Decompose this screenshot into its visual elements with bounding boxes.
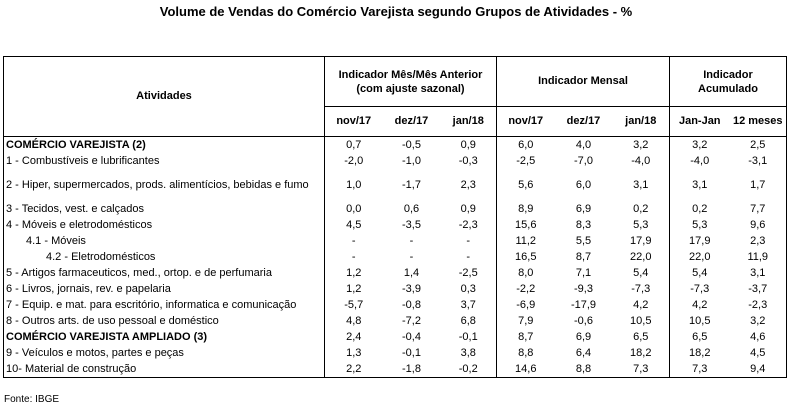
table-row xyxy=(4,329,787,345)
cell: 0,2 xyxy=(692,202,708,215)
cell: 0,3 xyxy=(441,281,497,297)
cell: 8,8 xyxy=(518,346,534,359)
cell: 5,3 xyxy=(692,218,708,231)
cell: 0,0 xyxy=(346,202,362,215)
cell: 4,8 xyxy=(346,314,362,327)
row-label: 8 - Outros arts. de uso pessoal e doméstico xyxy=(4,313,325,329)
cell: 2,5 xyxy=(730,137,787,154)
cell: -7,2 xyxy=(402,314,421,327)
row-label: 4.1 - Móveis xyxy=(4,233,325,249)
cell: 8,7 xyxy=(575,250,592,263)
cell: -2,5 xyxy=(441,265,497,281)
table-row xyxy=(4,217,787,233)
cell: 10,5 xyxy=(613,313,670,329)
col-header: nov/17 xyxy=(497,107,555,137)
cell: 3,2 xyxy=(613,137,670,154)
cell: 5,4 xyxy=(613,265,670,281)
table-row xyxy=(4,137,787,154)
cell: -6,9 xyxy=(516,298,536,311)
table-row xyxy=(4,249,787,265)
cell: 4,5 xyxy=(730,345,787,361)
cell: 0,6 xyxy=(403,202,420,215)
cell: 3,8 xyxy=(441,345,497,361)
cell: -2,2 xyxy=(516,282,536,295)
cell: 11,2 xyxy=(515,234,537,247)
row-label: 1 - Combustíveis e lubrificantes xyxy=(4,153,325,169)
cell: -1,8 xyxy=(383,361,441,378)
row-label: 5 - Artigos farmaceuticos, med., ortop. e de perfumaria xyxy=(4,265,325,281)
cell: 2,3 xyxy=(441,169,497,201)
cell: 3,1 xyxy=(613,169,670,201)
cell: -7,3 xyxy=(690,282,710,295)
row-label: 2 - Hiper, supermercados, prods. alimentícios, bebidas e fumo xyxy=(4,169,325,201)
cell: 4,2 xyxy=(613,297,670,313)
header-mes-mes-anterior: Indicador Mês/Mês Anterior (com ajuste sazonal) xyxy=(325,57,497,107)
cell: 1,0 xyxy=(346,178,362,191)
header-atividades: Atividades xyxy=(4,57,325,137)
row-label: 10- Material de construção xyxy=(4,361,325,378)
cell: 5,6 xyxy=(518,178,534,191)
cell: 7,3 xyxy=(613,361,670,378)
cell: 6,5 xyxy=(613,329,670,345)
cell: 6,8 xyxy=(441,313,497,329)
cell: 1,3 xyxy=(346,346,362,359)
table-row xyxy=(4,153,787,169)
col-header: nov/17 xyxy=(325,107,383,137)
row-label: 4.2 - Eletrodomésticos xyxy=(4,249,325,265)
cell: 0,7 xyxy=(325,137,383,154)
cell: 7,1 xyxy=(575,266,592,279)
cell: -7,3 xyxy=(613,281,670,297)
cell: -0,2 xyxy=(441,361,497,378)
cell: -0,8 xyxy=(402,298,421,311)
cell: 6,9 xyxy=(575,202,592,215)
cell: -0,1 xyxy=(441,329,497,345)
cell: 4,6 xyxy=(730,329,787,345)
cell: - xyxy=(409,250,414,263)
cell: 7,7 xyxy=(730,201,787,217)
cell: 3,2 xyxy=(670,137,730,154)
cell: 8,8 xyxy=(555,361,613,378)
cell: 7,9 xyxy=(518,314,534,327)
cell: 18,2 xyxy=(613,345,670,361)
cell: 16,5 xyxy=(515,250,537,263)
table-row xyxy=(4,345,787,361)
table-title: Volume de Vendas do Comércio Varejista segundo Grupos de Atividades - % xyxy=(159,4,633,19)
table-row xyxy=(4,169,787,201)
row-label: 7 - Equip. e mat. para escritório, informatica e comunicação xyxy=(4,297,325,313)
table-row xyxy=(4,233,787,249)
cell: -0,5 xyxy=(383,137,441,154)
cell: - xyxy=(441,233,497,249)
cell: 6,0 xyxy=(575,178,592,191)
cell: -2,5 xyxy=(516,154,536,167)
cell: 7,3 xyxy=(670,361,730,378)
cell: -3,7 xyxy=(730,281,787,297)
header-indicador-acumulado: Indicador Acumulado xyxy=(670,57,787,107)
cell: -1,0 xyxy=(402,154,421,167)
cell: 17,9 xyxy=(689,234,711,247)
cell: -3,1 xyxy=(730,153,787,169)
cell: 5,4 xyxy=(692,266,708,279)
cell: 8,9 xyxy=(518,202,534,215)
cell: 0,9 xyxy=(441,201,497,217)
table-row xyxy=(4,201,787,217)
cell: -5,7 xyxy=(344,298,364,311)
cell: 8,0 xyxy=(518,266,534,279)
header-indicador-mensal: Indicador Mensal xyxy=(497,57,670,107)
cell: -2,0 xyxy=(344,154,364,167)
cell: 17,9 xyxy=(613,233,670,249)
cell: -7,0 xyxy=(574,154,593,167)
cell: -3,5 xyxy=(402,218,421,231)
cell: 3,2 xyxy=(730,313,787,329)
table-row xyxy=(4,265,787,281)
cell: 9,6 xyxy=(730,217,787,233)
source-note: Fonte: IBGE xyxy=(4,394,60,405)
cell: 5,3 xyxy=(613,217,670,233)
cell: -0,3 xyxy=(441,153,497,169)
row-label: COMÉRCIO VAREJISTA AMPLIADO (3) xyxy=(4,329,325,345)
cell: - xyxy=(351,234,356,247)
cell: - xyxy=(351,250,356,263)
cell: -4,0 xyxy=(690,154,710,167)
cell: 18,2 xyxy=(689,346,711,359)
cell: 5,5 xyxy=(575,234,592,247)
cell: -9,3 xyxy=(574,282,593,295)
cell: 14,6 xyxy=(497,361,555,378)
cell: - xyxy=(441,249,497,265)
cell: -0,4 xyxy=(402,330,421,343)
cell: 3,1 xyxy=(692,178,708,191)
cell: 6,5 xyxy=(692,330,708,343)
col-header: dez/17 xyxy=(555,107,613,137)
cell: 8,7 xyxy=(518,330,534,343)
cell: 22,0 xyxy=(613,249,670,265)
cell: 2,2 xyxy=(325,361,383,378)
cell: 0,2 xyxy=(613,201,670,217)
cell: 2,4 xyxy=(346,330,362,343)
col-header: Jan-Jan xyxy=(670,107,730,137)
cell: 1,4 xyxy=(403,266,420,279)
col-header: jan/18 xyxy=(441,107,497,137)
cell: 6,4 xyxy=(575,346,592,359)
cell: -3,9 xyxy=(402,282,421,295)
cell: 8,3 xyxy=(575,218,592,231)
cell: 22,0 xyxy=(689,250,711,263)
cell: 1,7 xyxy=(730,169,787,201)
cell: 6,0 xyxy=(497,137,555,154)
cell: 0,9 xyxy=(441,137,497,154)
col-header: dez/17 xyxy=(383,107,441,137)
cell: 4,0 xyxy=(555,137,613,154)
row-label: 3 - Tecidos, vest. e calçados xyxy=(4,201,325,217)
cell: 1,2 xyxy=(346,266,362,279)
row-label: 6 - Livros, jornais, rev. e papelaria xyxy=(4,281,325,297)
cell: 4,2 xyxy=(692,298,708,311)
table-row xyxy=(4,313,787,329)
cell: 4,5 xyxy=(346,218,362,231)
row-label: 4 - Móveis e eletrodomésticos xyxy=(4,217,325,233)
cell: 10,5 xyxy=(689,314,711,327)
table-row xyxy=(4,297,787,313)
table-row xyxy=(4,361,787,378)
cell: -17,9 xyxy=(570,298,597,311)
cell: 3,7 xyxy=(441,297,497,313)
row-label: 9 - Veículos e motos, partes e peças xyxy=(4,345,325,361)
cell: - xyxy=(409,234,414,247)
cell: -2,3 xyxy=(441,217,497,233)
cell: -4,0 xyxy=(613,153,670,169)
table-row xyxy=(4,281,787,297)
cell: 3,1 xyxy=(730,265,787,281)
cell: 6,9 xyxy=(575,330,592,343)
col-header: jan/18 xyxy=(613,107,670,137)
row-label: COMÉRCIO VAREJISTA (2) xyxy=(4,137,325,154)
cell: 15,6 xyxy=(515,218,537,231)
cell: -0,1 xyxy=(402,346,421,359)
cell: 1,2 xyxy=(346,282,362,295)
cell: -2,3 xyxy=(730,297,787,313)
cell: 2,3 xyxy=(730,233,787,249)
cell: -1,7 xyxy=(402,178,421,191)
cell: -0,6 xyxy=(574,314,593,327)
cell: 9,4 xyxy=(730,361,787,378)
sales-table xyxy=(3,56,787,378)
col-header: 12 meses xyxy=(730,107,787,137)
cell: 11,9 xyxy=(730,249,787,265)
